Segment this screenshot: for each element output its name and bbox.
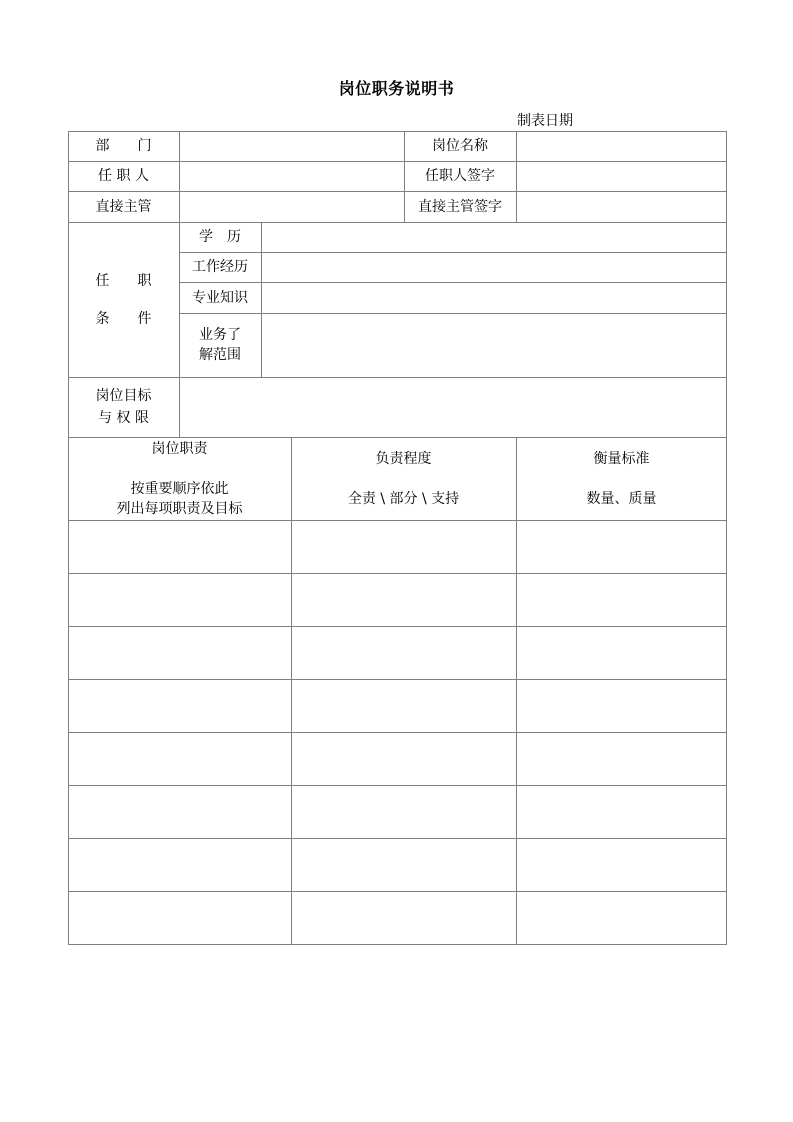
- responsibility-level-title: 负责程度: [375, 450, 432, 467]
- document-title: 岗位职务说明书: [338, 79, 455, 98]
- responsibility-cell[interactable]: [292, 627, 516, 679]
- date-label: 制表日期: [517, 113, 573, 129]
- responsibility-level-header: [291, 437, 516, 520]
- duty-cell[interactable]: [69, 733, 291, 785]
- measurement-cell[interactable]: [517, 574, 726, 626]
- responsibility-cell[interactable]: [292, 733, 516, 785]
- incumbent-signature-field[interactable]: [517, 162, 726, 191]
- supervisor-label: 直接主管: [95, 198, 152, 215]
- measurement-cell[interactable]: [517, 680, 726, 732]
- measurement-cell[interactable]: [517, 839, 726, 891]
- goals-authority-label: [68, 377, 179, 437]
- work-experience-label: 工作经历: [192, 259, 248, 275]
- duties-header: [68, 437, 291, 520]
- department-label: 部 门: [95, 138, 152, 154]
- supervisor-field[interactable]: [180, 192, 404, 222]
- responsibility-cell[interactable]: [292, 680, 516, 732]
- duties-header-note2: 列出每项职责及目标: [116, 500, 243, 517]
- education-label: 学 历: [199, 229, 241, 245]
- position-name-label: 岗位名称: [432, 138, 488, 154]
- education-field[interactable]: [262, 223, 726, 252]
- duty-cell[interactable]: [69, 574, 291, 626]
- duty-cell[interactable]: [69, 627, 291, 679]
- duty-cell[interactable]: [69, 786, 291, 838]
- business-scope-line1: 业务了: [199, 327, 241, 343]
- measurement-cell[interactable]: [517, 627, 726, 679]
- duty-cell[interactable]: [69, 892, 291, 944]
- duty-cell[interactable]: [69, 680, 291, 732]
- business-scope-label: [179, 313, 261, 377]
- supervisor-signature-field[interactable]: [517, 192, 726, 222]
- department-field[interactable]: [180, 132, 404, 161]
- qualifications-label: [68, 222, 179, 377]
- responsibility-cell[interactable]: [292, 892, 516, 944]
- measurement-cell[interactable]: [517, 521, 726, 573]
- responsibility-cell[interactable]: [292, 521, 516, 573]
- responsibility-cell[interactable]: [292, 786, 516, 838]
- goals-line2: 与 权 限: [98, 410, 149, 426]
- professional-knowledge-label: 专业知识: [192, 289, 248, 306]
- measurement-standard-options: 数量、质量: [586, 490, 657, 507]
- work-experience-field[interactable]: [262, 253, 726, 282]
- measurement-cell[interactable]: [517, 786, 726, 838]
- duties-header-note1: 按重要顺序依此: [130, 480, 229, 497]
- measurement-cell[interactable]: [517, 892, 726, 944]
- incumbent-label: 任 职 人: [98, 168, 149, 184]
- incumbent-field[interactable]: [180, 162, 404, 191]
- measurement-standard-header: [516, 437, 727, 520]
- supervisor-signature-label: 直接主管签字: [418, 198, 502, 215]
- professional-knowledge-field[interactable]: [262, 283, 726, 313]
- duty-cell[interactable]: [69, 839, 291, 891]
- duties-header-title: 岗位职责: [151, 440, 208, 457]
- qualifications-label-line2: 条 件: [95, 310, 152, 327]
- responsibility-level-options: 全责 \ 部分 \ 支持: [347, 490, 460, 507]
- qualifications-label-line1: 任 职: [95, 272, 152, 289]
- business-scope-field[interactable]: [262, 314, 726, 377]
- responsibility-cell[interactable]: [292, 574, 516, 626]
- incumbent-signature-label: 任职人签字: [425, 168, 495, 184]
- business-scope-line2: 解范围: [199, 347, 241, 363]
- goals-line1: 岗位目标: [95, 388, 152, 404]
- measurement-standard-title: 衡量标准: [593, 450, 650, 467]
- position-name-field[interactable]: [517, 132, 726, 161]
- duty-cell[interactable]: [69, 521, 291, 573]
- goals-authority-field[interactable]: [180, 378, 726, 437]
- responsibility-cell[interactable]: [292, 839, 516, 891]
- measurement-cell[interactable]: [517, 733, 726, 785]
